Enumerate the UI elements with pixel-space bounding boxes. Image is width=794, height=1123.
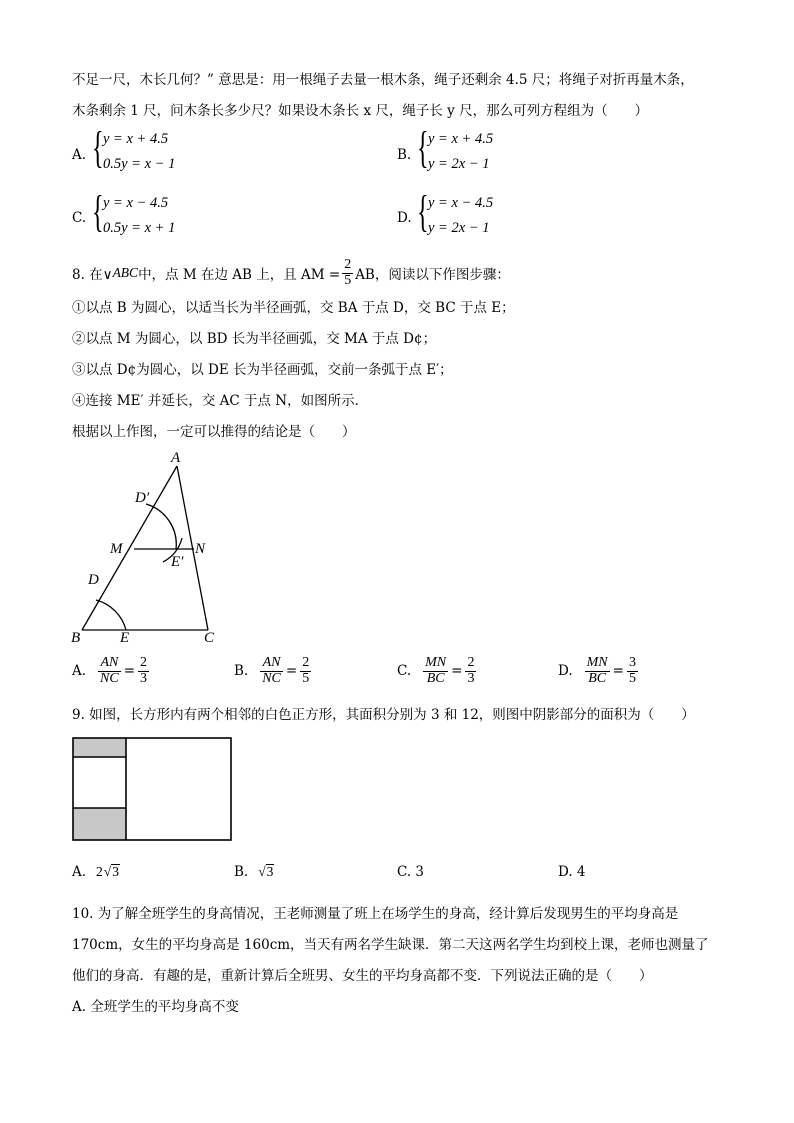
fraction — [627, 656, 638, 686]
shaded-region-top — [73, 738, 126, 757]
question-10-line: 10. 为了解全班学生的身高情况，王老师测量了班上在场学生的身高，经计算后发现男生的平均身高是 — [72, 906, 679, 922]
q9-option-d: D. 4 — [558, 864, 586, 880]
stem-part: 中，点 M 在边 AB 上，且 AM = — [138, 267, 341, 284]
q9-option-a — [72, 864, 120, 880]
stem-part: AB，阅读以下作图步骤： — [355, 267, 510, 284]
equals-sign: = — [612, 663, 624, 680]
fraction-numerator: AN — [98, 656, 121, 672]
fraction-numerator: 2 — [302, 655, 310, 670]
coefficient: 2 — [96, 864, 103, 879]
q9-option-c: C. 3 — [397, 864, 425, 880]
fraction-numerator: 3 — [628, 655, 636, 670]
q8-option-c — [397, 656, 476, 686]
radicand: 3 — [266, 864, 274, 880]
radicand: 3 — [112, 864, 119, 880]
fraction-denominator: NC — [100, 670, 119, 686]
fraction-denominator: 5 — [628, 670, 636, 686]
q8-option-d — [558, 656, 638, 686]
label-c: C — [204, 630, 215, 646]
equals-sign: = — [123, 663, 136, 680]
option-d-label: D. — [397, 210, 412, 226]
step-1: ①以点 B 为圆心，以适当长为半径画弧，交 BA 于点 D，交 BC 于点 E； — [72, 300, 515, 316]
question-9-stem: 9. 如图，长方形内有两个相邻的白色正方形，其面积分别为 3 和 12，则图中阴影部分的面积为（ ） — [72, 707, 695, 723]
label-e-prime: E′ — [171, 554, 184, 570]
option-label: B. — [234, 864, 249, 880]
fraction-denominator: 5 — [302, 670, 310, 686]
option-label: A. — [72, 663, 87, 680]
step-2: ②以点 M 为圆心，以 BD 长为半径画弧，交 MA 于点 D¢； — [72, 331, 437, 347]
triangle-construction-figure — [60, 440, 240, 655]
triangle-name: ABC — [112, 265, 139, 281]
brace-icon: { — [417, 187, 429, 236]
q10-option-a: A. 全班学生的平均身高不变 — [72, 999, 239, 1015]
fraction-numerator: MN — [586, 655, 608, 670]
brace-icon: { — [92, 123, 104, 172]
option-a-label: A. — [72, 147, 87, 163]
fraction-numerator: MN — [425, 655, 447, 670]
sqrt-icon: √ — [258, 864, 266, 879]
fraction — [300, 656, 311, 686]
sqrt-icon: √ — [103, 864, 112, 879]
option-b-label: B. — [397, 147, 412, 163]
arc-de — [96, 600, 126, 630]
fraction — [138, 656, 149, 686]
equation: 0.5y = x + 1 — [103, 220, 176, 236]
equation: y = x − 4.5 — [428, 195, 494, 211]
fraction-denominator: NC — [262, 670, 281, 686]
stem-part: 8. 在∨ — [72, 267, 113, 284]
equation: y = x − 4.5 — [103, 195, 169, 211]
side-ab — [82, 466, 177, 630]
option-label: C. — [397, 663, 412, 680]
label-m: M — [110, 541, 123, 557]
equals-sign: = — [285, 663, 298, 680]
fraction — [465, 656, 476, 686]
question-8-stem — [72, 258, 510, 288]
problem-text-line: 木条剩余 1 尺，问木条长多少尺？如果设木条长 x 尺，绳子长 y 尺，那么可列方程组为（ ） — [72, 103, 649, 119]
fraction-numerator: 2 — [467, 655, 475, 670]
step-4: ④连接 ME′ 并延长，交 AC 于点 N，如图所示． — [72, 393, 369, 409]
step-3: ③以点 D¢为圆心，以 DE 长为半径画弧，交前一条弧于点 E′； — [72, 362, 453, 378]
label-d-prime: D′ — [135, 490, 150, 506]
option-label: B. — [234, 663, 249, 680]
fraction-denominator: BC — [426, 670, 445, 686]
brace-icon: { — [92, 187, 104, 236]
fraction-denominator: 3 — [140, 670, 148, 686]
fraction-denominator: 3 — [467, 670, 475, 686]
fraction — [342, 258, 353, 288]
option-c-label: C. — [72, 210, 87, 226]
fraction-numerator: 2 — [344, 257, 352, 272]
label-e: E — [120, 630, 130, 646]
brace-icon: { — [417, 123, 429, 172]
option-label: D. — [558, 663, 573, 680]
fraction-numerator: 2 — [140, 655, 148, 670]
equation: y = 2x − 1 — [428, 220, 490, 236]
label-d: D — [88, 572, 99, 588]
q8-option-a — [72, 656, 149, 686]
fraction-numerator: AN — [260, 656, 283, 672]
label-b: B — [71, 630, 81, 646]
question-prompt: 根据以上作图，一定可以推得的结论是（ ） — [72, 424, 356, 440]
equals-sign: = — [451, 663, 463, 680]
problem-text-line: 不足一尺，木长几何？” 意思是：用一根绳子去量一根木条，绳子还剩余 4.5 尺；将绳子对折再量木条， — [72, 72, 694, 88]
equation: y = 2x − 1 — [428, 156, 490, 172]
option-label: A. — [72, 864, 87, 880]
q9-option-b — [234, 864, 274, 880]
question-10-line: 他们的身高．有趣的是，重新计算后全班男、女生的平均身高都不变．下列说法正确的是（ ） — [72, 968, 653, 984]
equation: y = x + 4.5 — [103, 131, 169, 147]
fraction — [585, 656, 610, 686]
fraction — [98, 656, 121, 686]
fraction-denominator: 5 — [344, 272, 352, 288]
question-10-line: 170cm，女生的平均身高是 160cm，当天有两名学生缺课．第二天这两名学生均到校上课，老师也测量了 — [72, 937, 709, 953]
label-a: A — [171, 450, 181, 466]
label-n: N — [195, 541, 206, 557]
rectangle-squares-figure — [71, 736, 235, 844]
equation: 0.5y = x − 1 — [103, 156, 176, 172]
fraction — [260, 656, 283, 686]
shaded-region-bottom — [73, 808, 126, 840]
q8-option-b — [234, 656, 311, 686]
fraction-denominator: BC — [588, 670, 607, 686]
equation: y = x + 4.5 — [428, 131, 494, 147]
fraction — [423, 656, 448, 686]
